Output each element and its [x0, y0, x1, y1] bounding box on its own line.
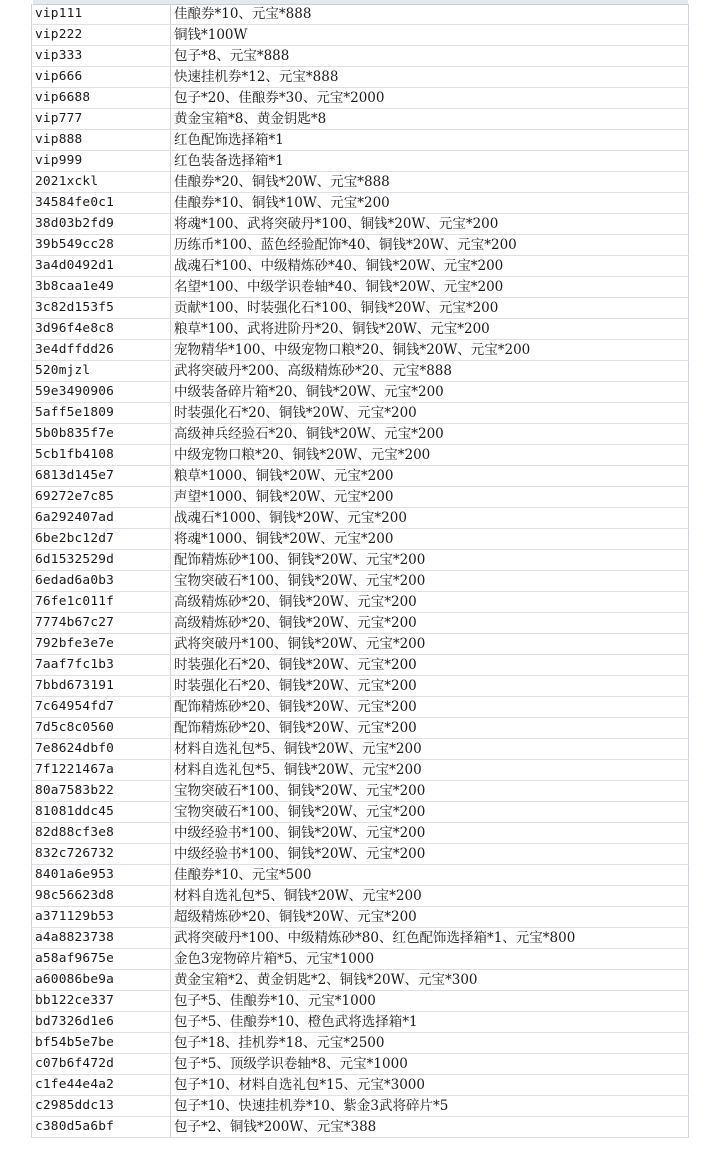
code-cell[interactable]: c1fe44e4a2 — [32, 1075, 171, 1096]
reward-cell[interactable]: 红色装备选择箱*1 — [171, 151, 689, 172]
code-cell[interactable]: 6d1532529d — [32, 550, 171, 571]
reward-cell[interactable]: 配饰精炼砂*20、铜钱*20W、元宝*200 — [171, 718, 689, 739]
reward-cell[interactable]: 金色3宠物碎片箱*5、元宝*1000 — [171, 949, 689, 970]
code-cell[interactable]: 5aff5e1809 — [32, 403, 171, 424]
reward-cell[interactable]: 包子*2、铜钱*200W、元宝*388 — [171, 1117, 689, 1138]
table-row — [32, 46, 689, 67]
code-cell[interactable]: c07b6f472d — [32, 1054, 171, 1075]
code-cell[interactable]: 7aaf7fc1b3 — [32, 655, 171, 676]
reward-cell[interactable]: 时装强化石*20、铜钱*20W、元宝*200 — [171, 403, 689, 424]
reward-cell[interactable]: 将魂*100、武将突破丹*100、铜钱*20W、元宝*200 — [171, 214, 689, 235]
table-row — [32, 172, 689, 193]
table-row — [32, 298, 689, 319]
table-row — [32, 235, 689, 256]
reward-cell[interactable]: 高级神兵经验石*20、铜钱*20W、元宝*200 — [171, 424, 689, 445]
table-row — [32, 571, 689, 592]
code-cell[interactable]: bd7326d1e6 — [32, 1012, 171, 1033]
table-row — [32, 4, 689, 25]
code-cell[interactable]: vip666 — [32, 67, 171, 88]
table-row — [32, 760, 689, 781]
code-cell[interactable]: 81081ddc45 — [32, 802, 171, 823]
table-row — [32, 382, 689, 403]
code-cell[interactable]: 792bfe3e7e — [32, 634, 171, 655]
table-row — [32, 592, 689, 613]
reward-cell[interactable]: 将魂*1000、铜钱*20W、元宝*200 — [171, 529, 689, 550]
reward-cell[interactable]: 武将突破丹*100、中级精炼砂*80、红色配饰选择箱*1、元宝*800 — [171, 928, 689, 949]
table-body — [32, 4, 689, 1138]
code-cell[interactable]: a4a8823738 — [32, 928, 171, 949]
table-row — [32, 1075, 689, 1096]
code-cell[interactable]: 3b8caa1e49 — [32, 277, 171, 298]
code-cell[interactable]: c380d5a6bf — [32, 1117, 171, 1138]
table-row — [32, 718, 689, 739]
reward-cell[interactable]: 宠物精华*100、中级宠物口粮*20、铜钱*20W、元宝*200 — [171, 340, 689, 361]
reward-cell[interactable]: 时装强化石*20、铜钱*20W、元宝*200 — [171, 655, 689, 676]
code-cell[interactable]: 34584fe0c1 — [32, 193, 171, 214]
reward-cell[interactable]: 包子*10、快速挂机券*10、紫金3武将碎片*5 — [171, 1096, 689, 1117]
reward-cell[interactable]: 配饰精炼砂*100、铜钱*20W、元宝*200 — [171, 550, 689, 571]
code-cell[interactable]: 7c64954fd7 — [32, 697, 171, 718]
code-cell[interactable]: 39b549cc28 — [32, 235, 171, 256]
code-cell[interactable]: c2985ddc13 — [32, 1096, 171, 1117]
reward-cell[interactable]: 材料自选礼包*5、铜钱*20W、元宝*200 — [171, 886, 689, 907]
table-row — [32, 361, 689, 382]
table-row — [32, 529, 689, 550]
reward-cell[interactable]: 黄金宝箱*2、黄金钥匙*2、铜钱*20W、元宝*300 — [171, 970, 689, 991]
reward-cell[interactable]: 佳酿券*10、元宝*888 — [171, 4, 689, 25]
table-row — [32, 928, 689, 949]
reward-cell[interactable]: 黄金宝箱*8、黄金钥匙*8 — [171, 109, 689, 130]
table-row — [32, 1054, 689, 1075]
reward-cell[interactable]: 宝物突破石*100、铜钱*20W、元宝*200 — [171, 781, 689, 802]
reward-cell[interactable]: 中级宠物口粮*20、铜钱*20W、元宝*200 — [171, 445, 689, 466]
reward-cell[interactable]: 包子*20、佳酿券*30、元宝*2000 — [171, 88, 689, 109]
table-row — [32, 214, 689, 235]
reward-cell[interactable]: 贡献*100、时装强化石*100、铜钱*20W、元宝*200 — [171, 298, 689, 319]
table-row — [32, 676, 689, 697]
table-row — [32, 970, 689, 991]
table-row — [32, 739, 689, 760]
code-cell[interactable]: bf54b5e7be — [32, 1033, 171, 1054]
code-cell[interactable]: 38d03b2fd9 — [32, 214, 171, 235]
table-row — [32, 781, 689, 802]
table-row — [32, 109, 689, 130]
table-row — [32, 403, 689, 424]
code-cell[interactable]: 520mjzl — [32, 361, 171, 382]
reward-cell[interactable]: 佳酿券*10、元宝*500 — [171, 865, 689, 886]
reward-cell[interactable]: 战魂石*100、中级精炼砂*40、铜钱*20W、元宝*200 — [171, 256, 689, 277]
reward-cell[interactable]: 宝物突破石*100、铜钱*20W、元宝*200 — [171, 802, 689, 823]
table-row — [32, 445, 689, 466]
code-cell[interactable]: a60086be9a — [32, 970, 171, 991]
code-cell[interactable]: 3d96f4e8c8 — [32, 319, 171, 340]
code-cell[interactable]: 8401a6e953 — [32, 865, 171, 886]
table-row — [32, 949, 689, 970]
reward-cell[interactable]: 中级装备碎片箱*20、铜钱*20W、元宝*200 — [171, 382, 689, 403]
reward-cell[interactable]: 宝物突破石*100、铜钱*20W、元宝*200 — [171, 571, 689, 592]
code-cell[interactable]: 7774b67c27 — [32, 613, 171, 634]
table-row — [32, 697, 689, 718]
code-cell[interactable]: 7e8624dbf0 — [32, 739, 171, 760]
reward-cell[interactable]: 时装强化石*20、铜钱*20W、元宝*200 — [171, 676, 689, 697]
reward-cell[interactable]: 佳酿券*20、铜钱*20W、元宝*888 — [171, 172, 689, 193]
code-cell[interactable]: 6a292407ad — [32, 508, 171, 529]
reward-cell[interactable]: 佳酿券*10、铜钱*10W、元宝*200 — [171, 193, 689, 214]
table-row — [32, 319, 689, 340]
code-cell[interactable]: vip222 — [32, 25, 171, 46]
table-row — [32, 424, 689, 445]
code-cell[interactable]: 3c82d153f5 — [32, 298, 171, 319]
reward-cell[interactable]: 超级精炼砂*20、铜钱*20W、元宝*200 — [171, 907, 689, 928]
table-row — [32, 634, 689, 655]
table-row — [32, 550, 689, 571]
reward-cell[interactable]: 包子*5、顶级学识卷轴*8、元宝*1000 — [171, 1054, 689, 1075]
reward-cell[interactable]: 粮草*1000、铜钱*20W、元宝*200 — [171, 466, 689, 487]
table-row — [32, 487, 689, 508]
code-cell[interactable]: 82d88cf3e8 — [32, 823, 171, 844]
code-cell[interactable]: 5cb1fb4108 — [32, 445, 171, 466]
code-cell[interactable]: 3e4dffdd26 — [32, 340, 171, 361]
reward-cell[interactable]: 材料自选礼包*5、铜钱*20W、元宝*200 — [171, 760, 689, 781]
reward-cell[interactable]: 声望*1000、铜钱*20W、元宝*200 — [171, 487, 689, 508]
code-cell[interactable]: 5b0b835f7e — [32, 424, 171, 445]
code-cell[interactable]: a371129b53 — [32, 907, 171, 928]
code-cell[interactable]: 76fe1c011f — [32, 592, 171, 613]
table-row — [32, 340, 689, 361]
table-row — [32, 802, 689, 823]
reward-cell[interactable]: 包子*8、元宝*888 — [171, 46, 689, 67]
table-row — [32, 655, 689, 676]
table-row — [32, 907, 689, 928]
table-row — [32, 886, 689, 907]
reward-cell[interactable]: 高级精炼砂*20、铜钱*20W、元宝*200 — [171, 613, 689, 634]
table-row — [32, 508, 689, 529]
table-row — [32, 193, 689, 214]
reward-cell[interactable]: 包子*10、材料自选礼包*15、元宝*3000 — [171, 1075, 689, 1096]
reward-cell[interactable]: 历练币*100、蓝色经验配饰*40、铜钱*20W、元宝*200 — [171, 235, 689, 256]
table-row — [32, 277, 689, 298]
code-cell[interactable]: 6813d145e7 — [32, 466, 171, 487]
code-cell[interactable]: vip333 — [32, 46, 171, 67]
table-row — [32, 466, 689, 487]
code-cell[interactable]: a58af9675e — [32, 949, 171, 970]
reward-cell[interactable]: 配饰精炼砂*20、铜钱*20W、元宝*200 — [171, 697, 689, 718]
table-row — [32, 844, 689, 865]
reward-cell[interactable]: 铜钱*100W — [171, 25, 689, 46]
reward-cell[interactable]: 高级精炼砂*20、铜钱*20W、元宝*200 — [171, 592, 689, 613]
reward-cell[interactable]: 粮草*100、武将进阶丹*20、铜钱*20W、元宝*200 — [171, 319, 689, 340]
table-row — [32, 151, 689, 172]
code-cell[interactable]: 832c726732 — [32, 844, 171, 865]
bottom-margin — [0, 1152, 720, 1167]
code-cell[interactable]: 98c56623d8 — [32, 886, 171, 907]
code-cell[interactable]: 3a4d0492d1 — [32, 256, 171, 277]
table-row — [32, 613, 689, 634]
code-cell[interactable]: bb122ce337 — [32, 991, 171, 1012]
code-cell[interactable]: 2021xckl — [32, 172, 171, 193]
table-row — [32, 256, 689, 277]
code-cell[interactable]: 59e3490906 — [32, 382, 171, 403]
table-row — [32, 1033, 689, 1054]
code-cell[interactable]: 7f1221467a — [32, 760, 171, 781]
code-cell[interactable]: vip888 — [32, 130, 171, 151]
code-cell[interactable]: 7bbd673191 — [32, 676, 171, 697]
reward-cell[interactable]: 武将突破丹*100、铜钱*20W、元宝*200 — [171, 634, 689, 655]
table-row — [32, 67, 689, 88]
reward-cell[interactable]: 武将突破丹*200、高级精炼砂*20、元宝*888 — [171, 361, 689, 382]
reward-cell[interactable]: 名望*100、中级学识卷轴*40、铜钱*20W、元宝*200 — [171, 277, 689, 298]
code-cell[interactable]: vip6688 — [32, 88, 171, 109]
code-cell[interactable]: 7d5c8c0560 — [32, 718, 171, 739]
code-cell[interactable]: 80a7583b22 — [32, 781, 171, 802]
reward-cell[interactable]: 包子*18、挂机券*18、元宝*2500 — [171, 1033, 689, 1054]
reward-cell[interactable]: 中级经验书*100、铜钱*20W、元宝*200 — [171, 823, 689, 844]
table-row — [32, 88, 689, 109]
code-cell[interactable]: 6edad6a0b3 — [32, 571, 171, 592]
code-cell[interactable]: 69272e7c85 — [32, 487, 171, 508]
table-row — [32, 25, 689, 46]
reward-cell[interactable]: 包子*5、佳酿券*10、橙色武将选择箱*1 — [171, 1012, 689, 1033]
reward-cell[interactable]: 战魂石*1000、铜钱*20W、元宝*200 — [171, 508, 689, 529]
code-cell[interactable]: vip999 — [32, 151, 171, 172]
table-row — [32, 130, 689, 151]
reward-cell[interactable]: 红色配饰选择箱*1 — [171, 130, 689, 151]
reward-cell[interactable]: 材料自选礼包*5、铜钱*20W、元宝*200 — [171, 739, 689, 760]
table-row — [32, 823, 689, 844]
code-cell[interactable]: vip777 — [32, 109, 171, 130]
reward-cell[interactable]: 快速挂机券*12、元宝*888 — [171, 67, 689, 88]
code-cell[interactable]: vip111 — [32, 4, 171, 25]
table-row — [32, 865, 689, 886]
table-row — [32, 1096, 689, 1117]
table-row — [32, 991, 689, 1012]
gift-code-table — [31, 4, 689, 1138]
table-row — [32, 1117, 689, 1138]
table-row — [32, 1012, 689, 1033]
code-cell[interactable]: 6be2bc12d7 — [32, 529, 171, 550]
reward-cell[interactable]: 中级经验书*100、铜钱*20W、元宝*200 — [171, 844, 689, 865]
reward-cell[interactable]: 包子*5、佳酿券*10、元宝*1000 — [171, 991, 689, 1012]
